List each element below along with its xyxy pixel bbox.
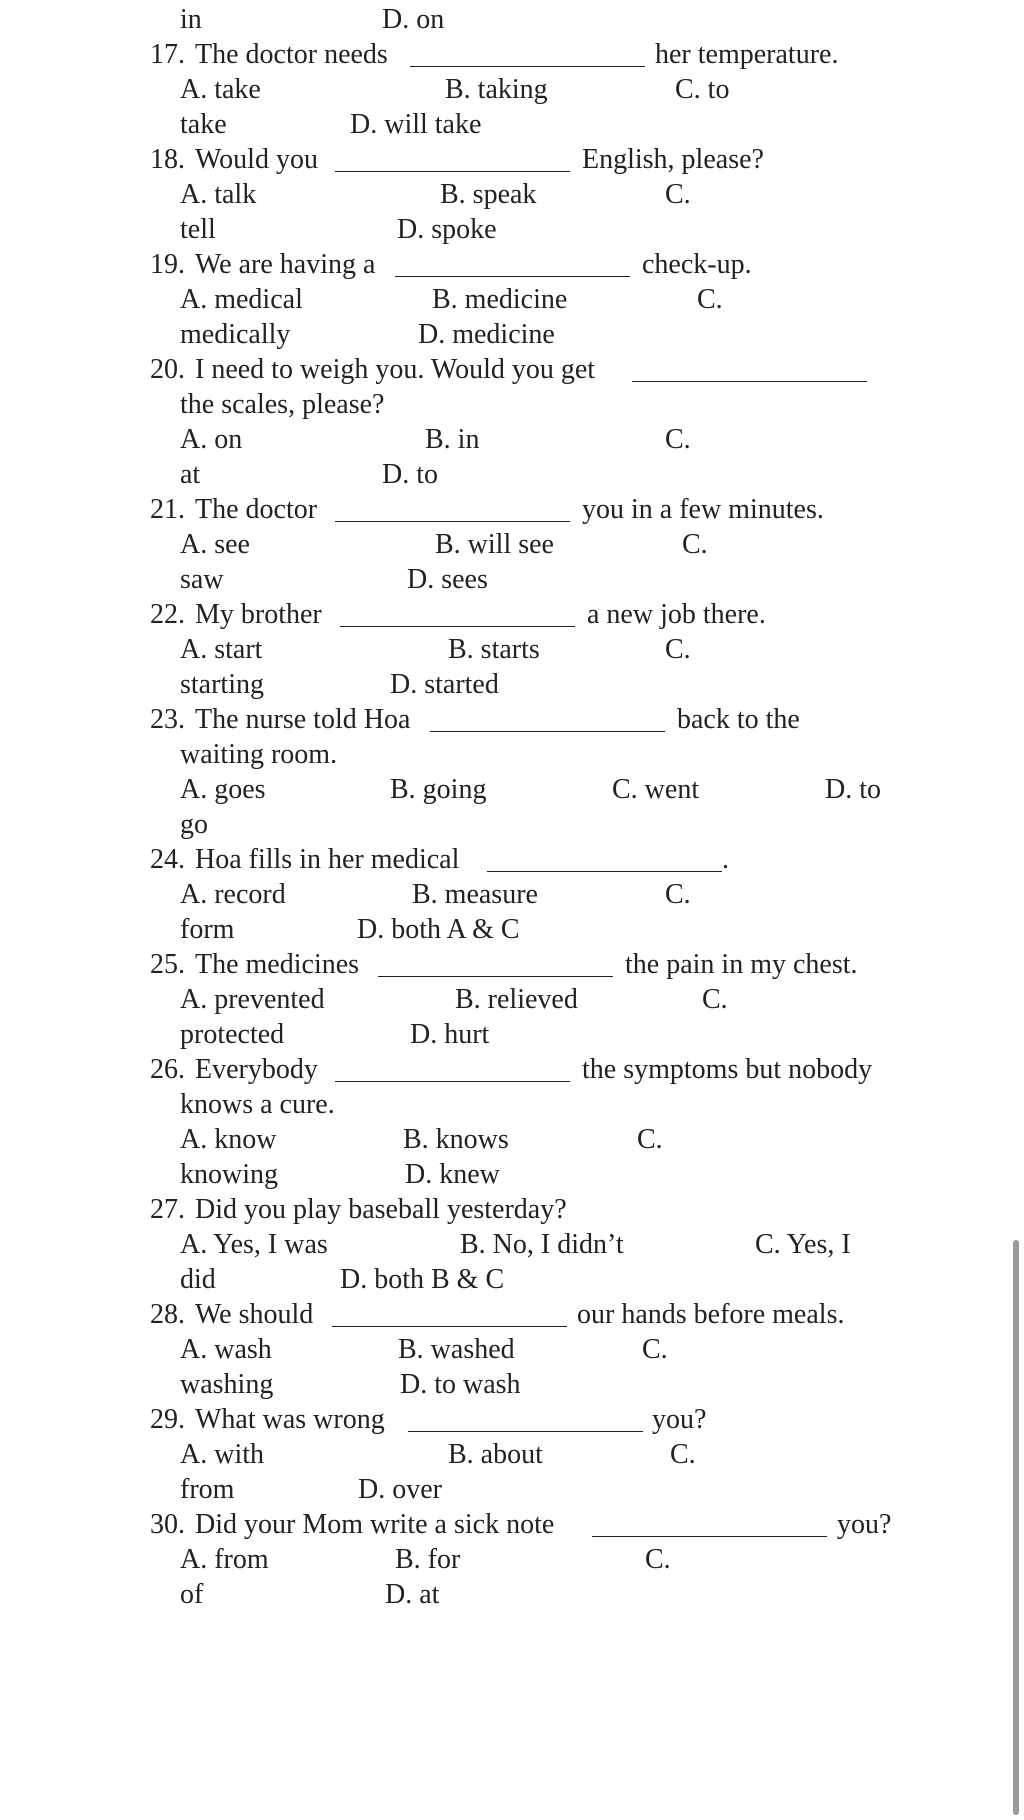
q26-option-b[interactable]: B. knows: [403, 1124, 509, 1155]
q21-option-a[interactable]: A. see: [180, 529, 250, 560]
q25-options-line2: [0, 1017, 1024, 1052]
q27-option-c[interactable]: C. Yes, I: [755, 1229, 851, 1260]
q24-option-d[interactable]: D. both A & C: [357, 914, 520, 945]
q25-option-a[interactable]: A. prevented: [180, 984, 325, 1015]
q24-stem-after: .: [722, 844, 729, 875]
q22-stem: [0, 597, 1024, 632]
q19-stem-before: We are having a: [195, 249, 376, 280]
q18-stem-after: English, please?: [582, 144, 764, 175]
q28-stem-before: We should: [195, 1299, 314, 1330]
q18-option-c[interactable]: C.: [665, 179, 691, 210]
q26-stem-line2: [0, 1087, 1024, 1122]
q30-option-a[interactable]: A. from: [180, 1544, 269, 1575]
q27-stem-before: Did you play baseball yesterday?: [195, 1194, 567, 1225]
q28-option-c-tail: washing: [180, 1369, 274, 1400]
q18-option-a[interactable]: A. talk: [180, 179, 257, 210]
q24-options-line2: [0, 912, 1024, 947]
q27-number: 27.: [150, 1194, 185, 1225]
q29-option-c-tail: from: [180, 1474, 235, 1505]
q30-option-b[interactable]: B. for: [395, 1544, 461, 1575]
q17-option-c[interactable]: C. to: [675, 74, 730, 105]
q26-option-c[interactable]: C.: [637, 1124, 663, 1155]
q21-options: [0, 527, 1024, 562]
q29-stem: [0, 1402, 1024, 1437]
q28-option-a[interactable]: A. wash: [180, 1334, 272, 1365]
q17-stem-before: The doctor needs: [195, 39, 388, 70]
q21-number: 21.: [150, 494, 185, 525]
q20-stem: [0, 352, 1024, 387]
q23-stem-line2: [0, 737, 1024, 772]
q21-stem-after: you in a few minutes.: [582, 494, 824, 525]
q24-answer-blank[interactable]: [487, 842, 722, 872]
q25-option-b[interactable]: B. relieved: [455, 984, 578, 1015]
q19-stem: [0, 247, 1024, 282]
q25-answer-blank[interactable]: [378, 947, 613, 977]
q17-option-b[interactable]: B. taking: [445, 74, 548, 105]
q18-answer-blank[interactable]: [335, 142, 570, 172]
q18-option-b[interactable]: B. speak: [440, 179, 537, 210]
q29-option-a[interactable]: A. with: [180, 1439, 264, 1470]
q24-options: [0, 877, 1024, 912]
q18-options: [0, 177, 1024, 212]
q22-options: [0, 632, 1024, 667]
q27-option-c-tail: did: [180, 1264, 216, 1295]
q23-option-a[interactable]: A. goes: [180, 774, 266, 805]
q30-stem: [0, 1507, 1024, 1542]
q16-options-line2: [0, 2, 1024, 37]
q20-stem-line2-text: the scales, please?: [180, 389, 385, 420]
q23-stem-line2-text: waiting room.: [180, 739, 338, 770]
q21-stem: [0, 492, 1024, 527]
q22-number: 22.: [150, 599, 185, 630]
q18-options-line2: [0, 212, 1024, 247]
q26-option-a[interactable]: A. know: [180, 1124, 277, 1155]
q27-option-b[interactable]: B. No, I didn’t: [460, 1229, 624, 1260]
q26-stem-after: the symptoms but nobody: [582, 1054, 873, 1085]
q26-stem: [0, 1052, 1024, 1087]
q22-options-line2: [0, 667, 1024, 702]
q20-option-c[interactable]: C.: [665, 424, 691, 455]
q20-answer-blank[interactable]: [632, 352, 867, 382]
q23-stem: [0, 702, 1024, 737]
q27-option-d[interactable]: D. both B & C: [340, 1264, 505, 1295]
q19-answer-blank[interactable]: [395, 247, 630, 277]
q28-options: [0, 1332, 1024, 1367]
q20-option-c-tail: at: [180, 459, 201, 490]
q21-stem-before: The doctor: [195, 494, 318, 525]
q19-option-c[interactable]: C.: [697, 284, 723, 315]
q24-number: 24.: [150, 844, 185, 875]
q18-stem: [0, 142, 1024, 177]
q19-stem-after: check-up.: [642, 249, 752, 280]
q17-options-line2: [0, 107, 1024, 142]
q26-number: 26.: [150, 1054, 185, 1085]
q23-options: [0, 772, 1024, 807]
q20-option-b[interactable]: B. in: [425, 424, 480, 455]
q26-options-line2: [0, 1157, 1024, 1192]
q29-option-d[interactable]: D. over: [358, 1474, 442, 1505]
q23-stem-after: back to the: [677, 704, 800, 735]
q29-option-c[interactable]: C.: [670, 1439, 696, 1470]
q19-option-d[interactable]: D. medicine: [418, 319, 555, 350]
q26-option-c-tail: knowing: [180, 1159, 278, 1190]
q19-options: [0, 282, 1024, 317]
q24-stem: [0, 842, 1024, 877]
q17-stem-after: her temperature.: [655, 39, 839, 70]
q28-stem: [0, 1297, 1024, 1332]
q30-stem-after: you?: [837, 1509, 892, 1540]
q19-number: 19.: [150, 249, 185, 280]
q18-option-d[interactable]: D. spoke: [397, 214, 497, 245]
q19-option-b[interactable]: B. medicine: [432, 284, 568, 315]
q25-option-d[interactable]: D. hurt: [410, 1019, 490, 1050]
q24-option-c-tail: form: [180, 914, 235, 945]
q29-stem-before: What was wrong: [195, 1404, 385, 1435]
q23-option-b[interactable]: B. going: [390, 774, 487, 805]
q30-option-c-tail: of: [180, 1579, 204, 1610]
q29-number: 29.: [150, 1404, 185, 1435]
q17-answer-blank[interactable]: [410, 37, 645, 67]
q27-options: [0, 1227, 1024, 1262]
q17-option-a[interactable]: A. take: [180, 74, 261, 105]
q20-stem-before: I need to weigh you. Would you get: [195, 354, 596, 385]
q22-option-b[interactable]: B. starts: [448, 634, 540, 665]
q30-answer-blank[interactable]: [592, 1507, 827, 1537]
q17-stem: [0, 37, 1024, 72]
q18-number: 18.: [150, 144, 185, 175]
q21-option-d[interactable]: D. sees: [407, 564, 488, 595]
q17-option-c-tail: take: [180, 109, 227, 140]
q30-option-d[interactable]: D. at: [385, 1579, 440, 1610]
q20-stem-line2: [0, 387, 1024, 422]
q25-number: 25.: [150, 949, 185, 980]
vertical-scrollbar[interactable]: [1013, 1240, 1019, 1815]
q26-stem-line2-text: knows a cure.: [180, 1089, 335, 1120]
q20-number: 20.: [150, 354, 185, 385]
q22-stem-after: a new job there.: [587, 599, 766, 630]
q23-stem-before: The nurse told Hoa: [195, 704, 411, 735]
q16-option-d: D. on: [382, 4, 445, 35]
q23-options-line2: [0, 807, 1024, 842]
q25-stem: [0, 947, 1024, 982]
q19-options-line2: [0, 317, 1024, 352]
q21-answer-blank[interactable]: [335, 492, 570, 522]
q23-option-d-tail: go: [180, 809, 208, 840]
q29-stem-after: you?: [652, 1404, 707, 1435]
q21-options-line2: [0, 562, 1024, 597]
q23-option-c[interactable]: C. went: [612, 774, 700, 805]
q28-option-c[interactable]: C.: [642, 1334, 668, 1365]
q25-options: [0, 982, 1024, 1017]
q25-stem-before: The medicines: [195, 949, 360, 980]
q30-number: 30.: [150, 1509, 185, 1540]
q22-option-d[interactable]: D. started: [390, 669, 499, 700]
q20-options: [0, 422, 1024, 457]
q29-options: [0, 1437, 1024, 1472]
q22-option-a[interactable]: A. start: [180, 634, 263, 665]
q17-option-d[interactable]: D. will take: [350, 109, 482, 140]
q21-option-c[interactable]: C.: [682, 529, 708, 560]
q30-stem-before: Did your Mom write a sick note: [195, 1509, 555, 1540]
q17-number: 17.: [150, 39, 185, 70]
q23-option-d[interactable]: D. to: [825, 774, 881, 805]
q22-option-c-tail: starting: [180, 669, 264, 700]
q24-option-c[interactable]: C.: [665, 879, 691, 910]
q26-answer-blank[interactable]: [335, 1052, 570, 1082]
q29-answer-blank[interactable]: [408, 1402, 643, 1432]
q30-options: [0, 1542, 1024, 1577]
q19-option-c-tail: medically: [180, 319, 291, 350]
q27-options-line2: [0, 1262, 1024, 1297]
q20-option-d[interactable]: D. to: [382, 459, 438, 490]
q20-options-line2: [0, 457, 1024, 492]
q30-options-line2: [0, 1577, 1024, 1612]
q28-option-d[interactable]: D. to wash: [400, 1369, 521, 1400]
q24-option-b[interactable]: B. measure: [412, 879, 538, 910]
q26-option-d[interactable]: D. knew: [405, 1159, 500, 1190]
q20-option-a[interactable]: A. on: [180, 424, 243, 455]
q22-answer-blank[interactable]: [340, 597, 575, 627]
q24-stem-before: Hoa fills in her medical: [195, 844, 460, 875]
q26-options: [0, 1122, 1024, 1157]
q27-option-a[interactable]: A. Yes, I was: [180, 1229, 328, 1260]
q16-option-c-tail: in: [180, 4, 202, 35]
q28-stem-after: our hands before meals.: [577, 1299, 845, 1330]
q17-options: [0, 72, 1024, 107]
q25-stem-after: the pain in my chest.: [625, 949, 858, 980]
q26-stem-before: Everybody: [195, 1054, 318, 1085]
q29-option-b[interactable]: B. about: [448, 1439, 543, 1470]
q25-option-c-tail: protected: [180, 1019, 285, 1050]
q21-option-b[interactable]: B. will see: [435, 529, 554, 560]
q27-stem: [0, 1192, 1024, 1227]
q30-option-c[interactable]: C.: [645, 1544, 671, 1575]
q22-option-c[interactable]: C.: [665, 634, 691, 665]
q28-options-line2: [0, 1367, 1024, 1402]
q28-number: 28.: [150, 1299, 185, 1330]
q25-option-c[interactable]: C.: [702, 984, 728, 1015]
q28-answer-blank[interactable]: [332, 1297, 567, 1327]
q22-stem-before: My brother: [195, 599, 322, 630]
q28-option-b[interactable]: B. washed: [398, 1334, 515, 1365]
q24-option-a[interactable]: A. record: [180, 879, 286, 910]
q23-number: 23.: [150, 704, 185, 735]
q29-options-line2: [0, 1472, 1024, 1507]
q23-answer-blank[interactable]: [430, 702, 665, 732]
q18-stem-before: Would you: [195, 144, 318, 175]
q21-option-c-tail: saw: [180, 564, 224, 595]
q18-option-c-tail: tell: [180, 214, 216, 245]
q19-option-a[interactable]: A. medical: [180, 284, 303, 315]
